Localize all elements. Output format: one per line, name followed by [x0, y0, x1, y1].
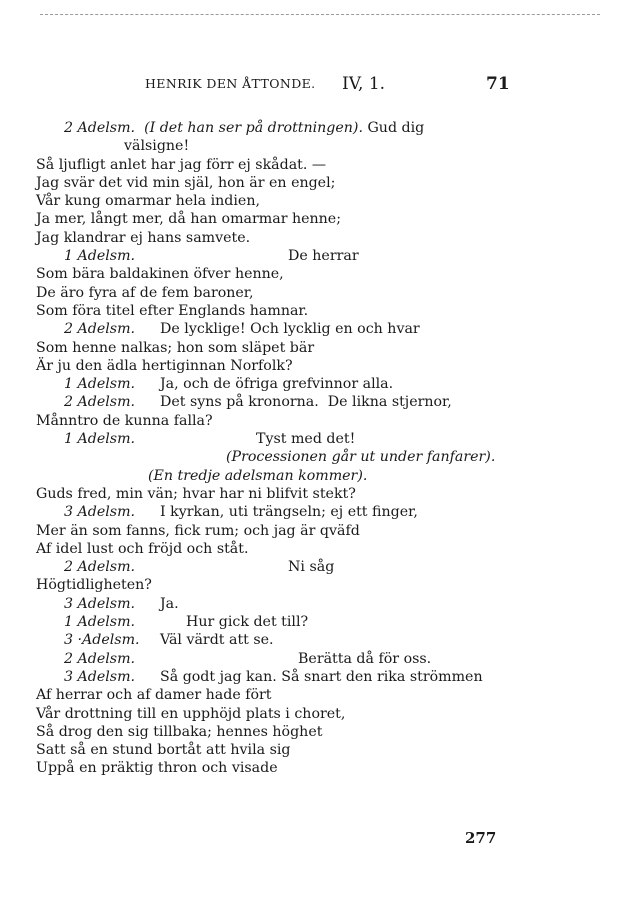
text-line: [36, 339, 516, 357]
verse-text: Satt så en stund bortåt att hvila sig: [36, 742, 291, 759]
verse-text: Mer än som fanns, fick rum; och jag är qväfd: [36, 522, 360, 539]
verse-text: Högtidligheten?: [36, 577, 152, 594]
text-line: [36, 412, 516, 430]
verse-text: Hur gick det till?: [186, 614, 309, 631]
verse-text: Tyst med det!: [256, 431, 356, 448]
speaker-name: 1 Adelsm.: [64, 431, 136, 448]
text-line: [36, 320, 516, 338]
verse-text: Ni såg: [288, 559, 335, 576]
text-line: [36, 631, 516, 649]
text-line: [36, 448, 516, 466]
text-line: [36, 284, 516, 302]
verse-text: Som bära baldakinen öfver henne,: [36, 266, 284, 283]
text-line: [36, 540, 516, 558]
text-line: [36, 137, 516, 155]
text-line: [36, 723, 516, 741]
speaker-name: 1 Adelsm.: [64, 614, 136, 631]
verse-text: De herrar: [288, 248, 359, 265]
speaker-name: 2 Adelsm.: [64, 650, 136, 667]
verse-text: Berätta då för oss.: [298, 650, 432, 667]
text-line: [36, 595, 516, 613]
verse-text: Af herrar och af damer hade fört: [36, 687, 272, 704]
text-line: [36, 558, 516, 576]
verse-text: Uppå en präktig thron och visade: [36, 760, 278, 777]
speaker-name: 2 Adelsm.: [64, 120, 136, 136]
verse-text: Ja mer, långt mer, då han omarmar henne;: [36, 211, 341, 228]
text-line: [36, 485, 516, 503]
text-line: [36, 613, 516, 631]
verse-text: Ja.: [160, 595, 179, 612]
text-line: [36, 229, 516, 247]
text-line: [36, 576, 516, 594]
verse-text: Som föra titel efter Englands hamnar.: [36, 302, 309, 319]
verse-text: Vår kung omarmar hela indien,: [36, 193, 260, 210]
text-line: [36, 522, 516, 540]
verse-text: Vår drottning till en upphöjd plats i choret,: [36, 705, 346, 722]
stage-direction: (Processionen går ut under fanfarer).: [226, 449, 496, 466]
stage-direction: (I det han ser på drottningen).: [144, 120, 363, 136]
text-line: [36, 156, 516, 174]
text-line: [36, 265, 516, 283]
verse-text: Jag klandrar ej hans samvete.: [36, 229, 251, 246]
verse-text: Så ljufligt anlet har jag förr ej skådat. —: [36, 156, 327, 173]
speaker-name: 1 Adelsm.: [64, 376, 136, 393]
verse-text: Af idel lust och fröjd och ståt.: [36, 540, 249, 557]
verse-text: Väl värdt att se.: [160, 632, 274, 649]
text-line: [36, 650, 516, 668]
speaker-name: 2 Adelsm.: [64, 394, 136, 411]
running-title: HENRIK DEN ÅTTONDE.: [145, 76, 316, 91]
text-line: [36, 686, 516, 704]
text-line: [36, 430, 516, 448]
speaker-name: 3 Adelsm.: [64, 504, 136, 521]
text-line: [36, 741, 516, 759]
stage-direction: (En tredje adelsman kommer).: [148, 467, 368, 484]
text-line: [36, 705, 516, 723]
verse-text: Jag svär det vid min själ, hon är en engel;: [36, 174, 336, 191]
verse-text: välsigne!: [124, 138, 190, 155]
play-text: [36, 119, 516, 778]
verse-text: Som henne nalkas; hon som släpet bär: [36, 339, 315, 356]
verse-text: Guds fred, min vän; hvar har ni blifvit stekt?: [36, 485, 356, 502]
text-line: [36, 668, 516, 686]
text-line: [36, 759, 516, 777]
verse-text: Så drog den sig tillbaka; hennes höghet: [36, 723, 323, 740]
verse-text: De lycklige! Och lycklig en och hvar: [160, 321, 420, 338]
verse-text: Månntro de kunna falla?: [36, 412, 213, 429]
speaker-name: 3 ·Adelsm.: [64, 632, 140, 649]
speaker-name: 1 Adelsm.: [64, 248, 136, 265]
verse-text: Är ju den ädla hertiginnan Norfolk?: [36, 357, 293, 374]
text-line: [36, 375, 516, 393]
verse-text: Så godt jag kan. Så snart den rika strömmen: [160, 668, 483, 685]
act-scene-reference: IV, 1.: [342, 74, 386, 94]
text-line: [36, 174, 516, 192]
text-line: [36, 503, 516, 521]
text-line: [36, 247, 516, 265]
speaker-name: 2 Adelsm.: [64, 321, 136, 338]
speaker-name: 3 Adelsm.: [64, 595, 136, 612]
verse-text: Gud dig: [362, 120, 425, 136]
text-line: [36, 119, 516, 137]
verse-text: De äro fyra af de fem baroner,: [36, 284, 254, 301]
text-line: [36, 192, 516, 210]
signature-number: 277: [465, 829, 497, 847]
speaker-name: 3 Adelsm.: [64, 668, 136, 685]
text-line: [36, 302, 516, 320]
text-line: [36, 210, 516, 228]
running-header: [0, 74, 632, 100]
verse-text: I kyrkan, uti trängseln; ej ett finger,: [160, 504, 418, 521]
top-border-line: [40, 14, 600, 15]
text-line: [36, 357, 516, 375]
speaker-name: 2 Adelsm.: [64, 559, 136, 576]
text-line: [36, 393, 516, 411]
verse-text: Ja, och de öfriga grefvinnor alla.: [160, 376, 394, 393]
verse-text: Det syns på kronorna. De likna stjernor,: [160, 394, 452, 411]
page-number: 71: [486, 74, 510, 94]
text-line: [36, 467, 516, 485]
